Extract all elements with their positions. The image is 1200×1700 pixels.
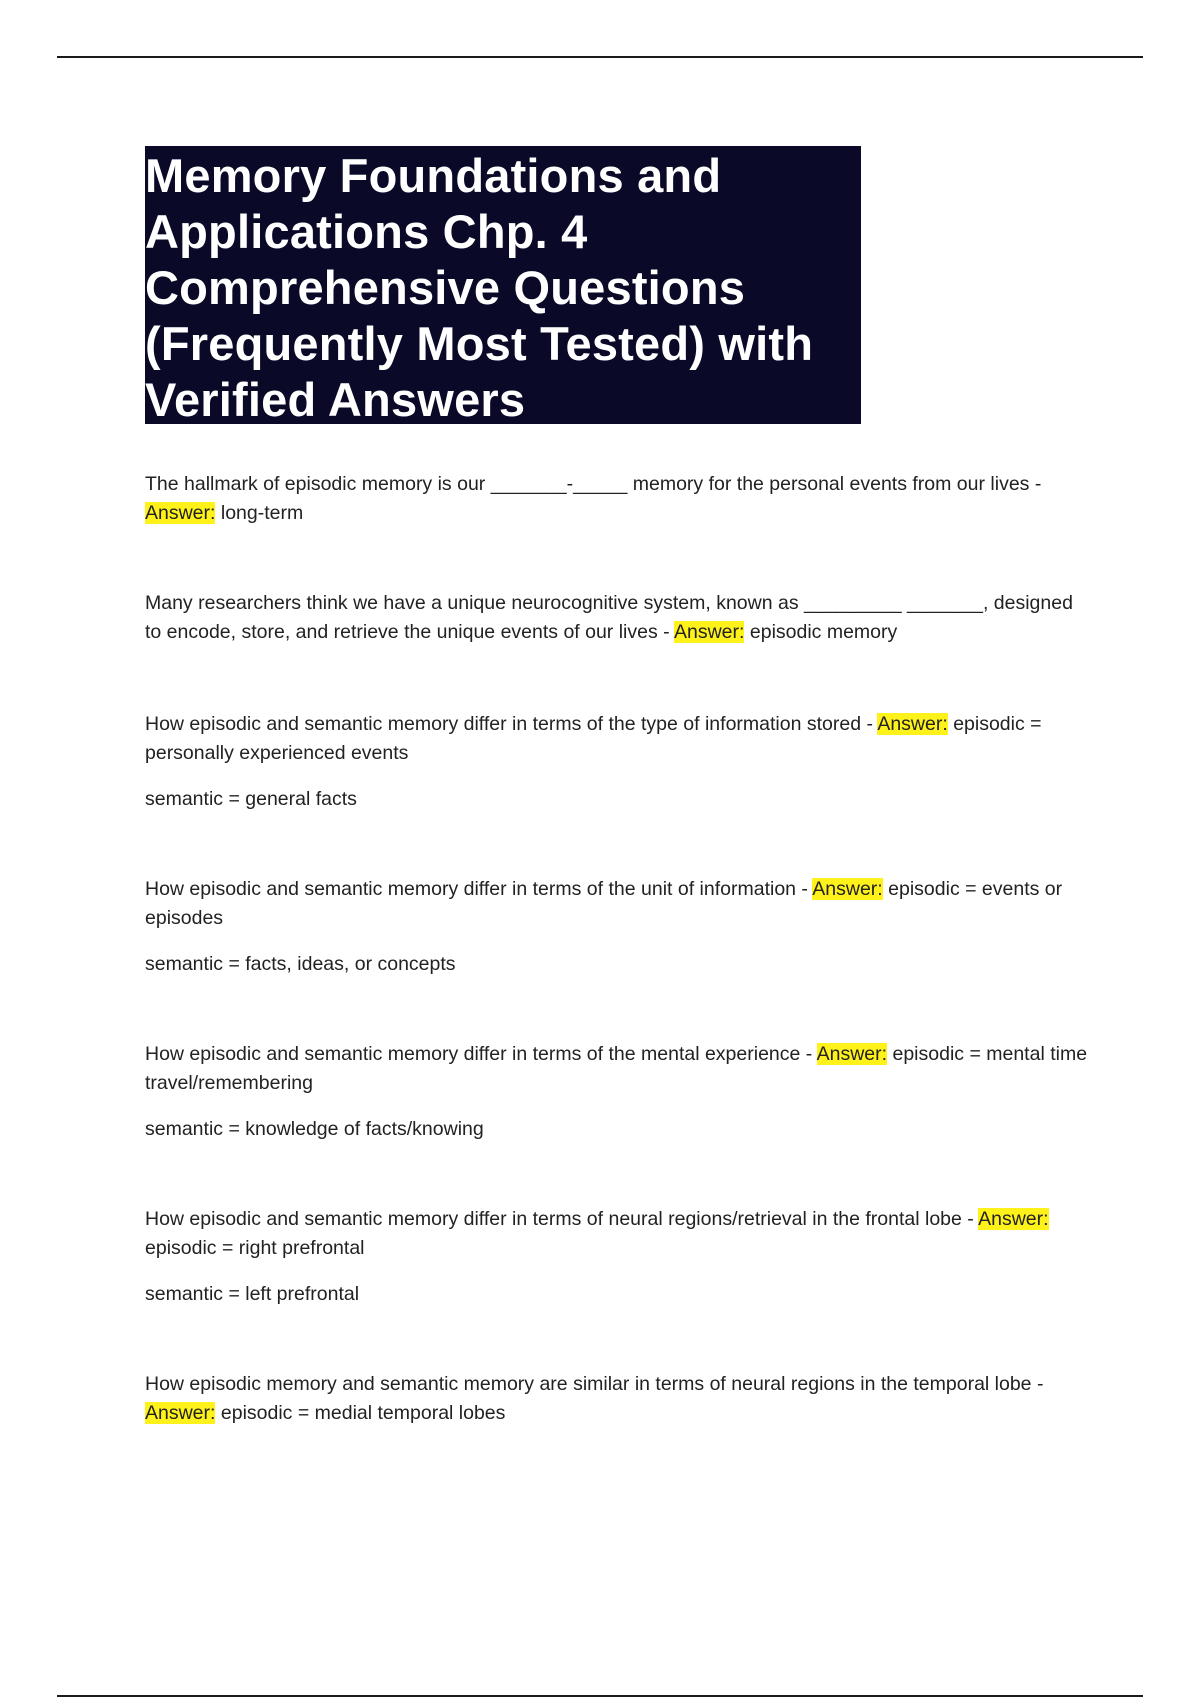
answer-label: Answer: bbox=[978, 1208, 1049, 1230]
answer-continuation: semantic = general facts bbox=[145, 788, 357, 810]
qa-paragraph bbox=[145, 1205, 1090, 1263]
document-title: Memory Foundations and Applications Chp. 4 Comprehensive Questions (Frequently Most Tested) with Verified Answers bbox=[145, 149, 814, 426]
answer-text: episodic = events or episodes bbox=[145, 878, 1063, 929]
qa-paragraph bbox=[145, 589, 1090, 647]
qa-item-3 bbox=[145, 710, 1090, 814]
question-text: How episodic and semantic memory differ in terms of the mental experience - bbox=[145, 1043, 813, 1065]
answer-label: Answer: bbox=[674, 621, 745, 643]
answer-continuation: semantic = facts, ideas, or concepts bbox=[145, 953, 456, 975]
question-text: The hallmark of episodic memory is our _______-_____ memory for the personal events from our lives - bbox=[145, 473, 1042, 495]
qa-item-1 bbox=[145, 470, 1090, 528]
qa-item-5 bbox=[145, 1040, 1090, 1144]
answer-text: episodic = right prefrontal bbox=[145, 1237, 365, 1259]
answer-label: Answer: bbox=[812, 878, 883, 900]
qa-paragraph bbox=[145, 1370, 1090, 1428]
qa-paragraph bbox=[145, 1040, 1090, 1098]
answer-text: episodic = personally experienced events bbox=[145, 713, 1042, 764]
answer-text: long-term bbox=[220, 502, 304, 524]
question-text: How episodic and semantic memory differ in terms of the unit of information - bbox=[145, 878, 808, 900]
qa-item-6 bbox=[145, 1205, 1090, 1309]
answer-continuation: semantic = left prefrontal bbox=[145, 1283, 360, 1305]
qa-item-2 bbox=[145, 589, 1090, 647]
qa-item-7 bbox=[145, 1370, 1090, 1428]
qa-paragraph bbox=[145, 710, 1090, 768]
top-rule bbox=[57, 56, 1143, 58]
qa-item-4 bbox=[145, 875, 1090, 979]
bottom-rule bbox=[57, 1695, 1143, 1697]
answer-continuation: semantic = knowledge of facts/knowing bbox=[145, 1118, 484, 1140]
answer-label: Answer: bbox=[145, 1402, 216, 1424]
question-text: How episodic and semantic memory differ in terms of the type of information stored - bbox=[145, 713, 873, 735]
qa-paragraph bbox=[145, 875, 1090, 933]
answer-label: Answer: bbox=[877, 713, 948, 735]
answer-text: episodic = mental time travel/remembering bbox=[145, 1043, 1088, 1094]
question-text: How episodic memory and semantic memory are similar in terms of neural regions in the temporal lobe - bbox=[145, 1373, 1044, 1395]
title-banner bbox=[145, 146, 861, 424]
answer-text: episodic memory bbox=[749, 621, 898, 643]
question-text: How episodic and semantic memory differ in terms of neural regions/retrieval in the frontal lobe - bbox=[145, 1208, 974, 1230]
question-text: Many researchers think we have a unique neurocognitive system, known as _________ _______, designed to encode, store, and retrieve the unique events of our lives - bbox=[145, 592, 1073, 643]
answer-text: episodic = medial temporal lobes bbox=[220, 1402, 506, 1424]
qa-paragraph bbox=[145, 470, 1090, 528]
answer-label: Answer: bbox=[145, 502, 216, 524]
answer-label: Answer: bbox=[816, 1043, 888, 1065]
